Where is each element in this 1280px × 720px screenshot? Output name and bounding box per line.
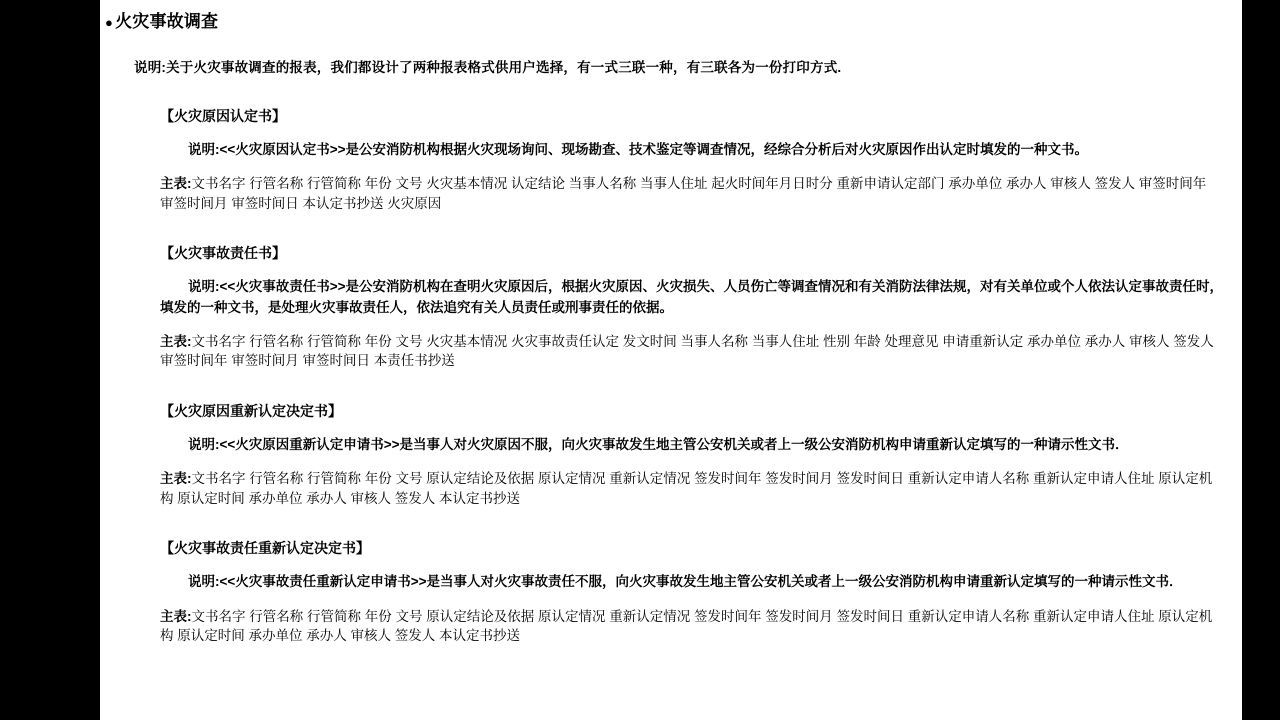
section-fire-cause-determination <box>100 106 1242 213</box>
page-title <box>105 7 1242 32</box>
section-fields-value: 文书名字 行管名称 行管简称 年份 文号 原认定结论及依据 原认定情况 重新认定情况 签发时间年 签发时间月 签发时间日 重新认定申请人名称 重新认定申请人住址 原认定机构 原认定时间 承办单位 承办人 审核人 签发人 本认定书抄送 <box>160 471 1213 506</box>
section-heading: 【火灾事故责任重新认定决定书】 <box>160 540 370 557</box>
section-description: 说明:<<火灾事故责任重新认定申请书>>是当事人对火灾事故责任不服，向火灾事故发生地主管公安机关或者上一级公安消防机构申请重新认定填写的一种请示性文书． <box>188 574 1183 590</box>
section-fields-label: 主表: <box>160 333 192 349</box>
section-description: 说明:<<火灾原因认定书>>是公安消防机构根据火灾现场询问、现场勘查、技术鉴定等调查情况，经综合分析后对火灾原因作出认定时填发的一种文书。 <box>188 142 1089 157</box>
section-fields-value: 文书名字 行管名称 行管简称 年份 文号 火灾基本情况 火灾事故责任认定 发文时间 当事人名称 当事人住址 性别 年龄 处理意见 申请重新认定 承办单位 承办人 审核人 签发人 审签时间年 审签时间月 审签时间日 本责任书抄送 <box>160 333 1214 369</box>
section-fields-label: 主表: <box>160 176 192 192</box>
bullet-icon: ● <box>105 15 114 31</box>
section-heading: 【火灾事故责任书】 <box>160 245 286 262</box>
section-fields-value: 文书名字 行管名称 行管简称 年份 文号 原认定结论及依据 原认定情况 重新认定情况 签发时间年 签发时间月 签发时间日 重新认定申请人名称 重新认定申请人住址 原认定机构 原认定时间 承办单位 承办人 审核人 签发人 本认定书抄送 <box>160 608 1213 644</box>
section-fields <box>160 332 1220 371</box>
section-description: 说明:<<火灾原因重新认定申请书>>是当事人对火灾原因不服，向火灾事故发生地主管公安机关或者上一级公安消防机构申请重新认定填写的一种请示性文书． <box>188 437 1129 452</box>
section-fire-accident-liability <box>100 243 1242 371</box>
section-heading: 【火灾原因重新认定决定书】 <box>160 403 342 419</box>
section-fields-label: 主表: <box>160 608 192 624</box>
section-fields-label: 主表: <box>160 471 192 487</box>
section-fields <box>160 607 1220 646</box>
document-intro: 说明:关于火灾事故调查的报表，我们都设计了两种报表格式供用户选择，有一式三联一种，有三联各为一份打印方式. <box>134 60 842 75</box>
section-liability-redetermination <box>100 538 1242 645</box>
section-fields <box>160 469 1220 508</box>
document-content <box>100 0 1242 720</box>
section-fields <box>160 174 1220 213</box>
section-fire-cause-redetermination <box>100 401 1242 508</box>
page-title-text: 火灾事故调查 <box>115 12 219 31</box>
section-heading: 【火灾原因认定书】 <box>160 108 286 124</box>
section-fields-value: 文书名字 行管名称 行管简称 年份 文号 火灾基本情况 认定结论 当事人名称 当事人住址 起火时间年月日时分 重新申请认定部门 承办单位 承办人 审核人 签发人 审签时间年 审签时间月 审签时间日 本认定书抄送 火灾原因 <box>160 176 1207 211</box>
left-margin-rail <box>0 0 100 720</box>
section-description: 说明:<<火灾事故责任书>>是公安消防机构在查明火灾原因后，根据火灾原因、火灾损失、人员伤亡等调查情况和有关消防法律法规，对有关单位或个人依法认定事故责任时，填发的一种文书，是处理火灾事故责任人，依法追究有关人员责任或刑事责任的依据。 <box>160 279 1224 315</box>
right-margin-rail <box>1242 0 1280 720</box>
